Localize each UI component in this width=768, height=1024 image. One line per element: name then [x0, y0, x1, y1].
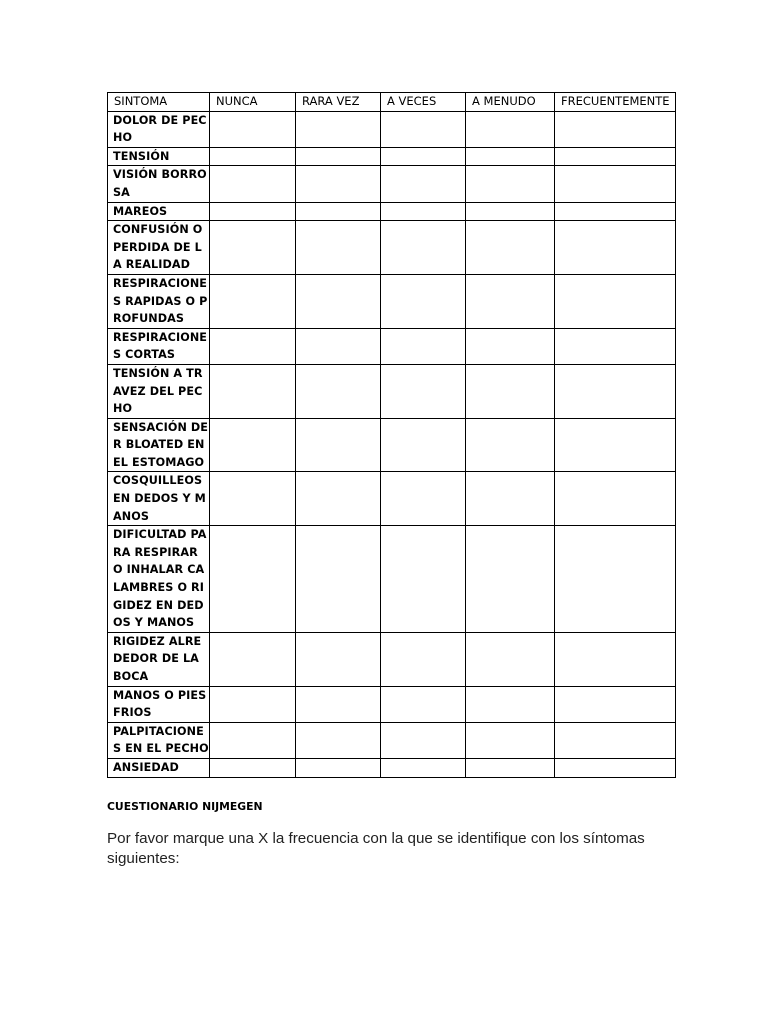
answer-cell-rara-vez[interactable]: [296, 166, 381, 202]
answer-cell-nunca[interactable]: [210, 722, 296, 758]
answer-cell-a-menudo[interactable]: [466, 686, 555, 722]
answer-cell-rara-vez[interactable]: [296, 111, 381, 147]
answer-cell-a-veces[interactable]: [381, 166, 466, 202]
table-header-row: [108, 93, 676, 112]
answer-cell-a-veces[interactable]: [381, 526, 466, 633]
symptom-label: CONFUSIÓN O PERDIDA DE LA REALIDAD: [108, 221, 210, 275]
symptom-frequency-table: [107, 92, 676, 778]
answer-cell-frecuentemente[interactable]: [555, 221, 676, 275]
answer-cell-nunca[interactable]: [210, 274, 296, 328]
answer-cell-a-menudo[interactable]: [466, 364, 555, 418]
table-row: [108, 202, 676, 221]
answer-cell-rara-vez[interactable]: [296, 274, 381, 328]
answer-cell-a-veces[interactable]: [381, 632, 466, 686]
table-row: [108, 418, 676, 472]
answer-cell-rara-vez[interactable]: [296, 202, 381, 221]
answer-cell-a-veces[interactable]: [381, 722, 466, 758]
answer-cell-frecuentemente[interactable]: [555, 418, 676, 472]
answer-cell-frecuentemente[interactable]: [555, 526, 676, 633]
answer-cell-nunca[interactable]: [210, 364, 296, 418]
answer-cell-frecuentemente[interactable]: [555, 111, 676, 147]
table-row: [108, 526, 676, 633]
answer-cell-a-veces[interactable]: [381, 202, 466, 221]
answer-cell-a-veces[interactable]: [381, 147, 466, 166]
answer-cell-rara-vez[interactable]: [296, 364, 381, 418]
answer-cell-a-menudo[interactable]: [466, 147, 555, 166]
symptom-label: VISIÓN BORROSA: [108, 166, 210, 202]
answer-cell-a-menudo[interactable]: [466, 221, 555, 275]
answer-cell-a-menudo[interactable]: [466, 328, 555, 364]
instructions-text: Por favor marque una X la frecuencia con la que se identifique con los síntomas siguientes:: [107, 830, 645, 867]
table-row: [108, 722, 676, 758]
answer-cell-rara-vez[interactable]: [296, 686, 381, 722]
answer-cell-a-veces[interactable]: [381, 221, 466, 275]
symptom-label: TENSIÓN: [108, 147, 210, 166]
table-row: [108, 147, 676, 166]
answer-cell-frecuentemente[interactable]: [555, 632, 676, 686]
answer-cell-nunca[interactable]: [210, 418, 296, 472]
answer-cell-frecuentemente[interactable]: [555, 274, 676, 328]
answer-cell-frecuentemente[interactable]: [555, 472, 676, 526]
answer-cell-a-menudo[interactable]: [466, 632, 555, 686]
answer-cell-nunca[interactable]: [210, 111, 296, 147]
answer-cell-frecuentemente[interactable]: [555, 364, 676, 418]
answer-cell-frecuentemente[interactable]: [555, 166, 676, 202]
answer-cell-frecuentemente[interactable]: [555, 758, 676, 777]
answer-cell-nunca[interactable]: [210, 686, 296, 722]
answer-cell-a-veces[interactable]: [381, 111, 466, 147]
answer-cell-nunca[interactable]: [210, 202, 296, 221]
header-a-veces: A VECES: [381, 93, 466, 112]
answer-cell-nunca[interactable]: [210, 526, 296, 633]
answer-cell-a-veces[interactable]: [381, 758, 466, 777]
symptom-label: PALPITACIONES EN EL PECHO: [108, 722, 210, 758]
answer-cell-a-menudo[interactable]: [466, 526, 555, 633]
table-row: [108, 274, 676, 328]
symptom-label: RESPIRACIONES CORTAS: [108, 328, 210, 364]
header-rara-vez: RARA VEZ: [296, 93, 381, 112]
answer-cell-nunca[interactable]: [210, 632, 296, 686]
header-sintoma: SINTOMA: [108, 93, 210, 112]
symptom-label: MANOS O PIES FRIOS: [108, 686, 210, 722]
answer-cell-a-veces[interactable]: [381, 418, 466, 472]
answer-cell-rara-vez[interactable]: [296, 418, 381, 472]
answer-cell-a-menudo[interactable]: [466, 111, 555, 147]
table-row: [108, 364, 676, 418]
answer-cell-rara-vez[interactable]: [296, 147, 381, 166]
answer-cell-frecuentemente[interactable]: [555, 686, 676, 722]
table-body: [108, 111, 676, 777]
answer-cell-rara-vez[interactable]: [296, 758, 381, 777]
symptom-label: DIFICULTAD PARA RESPIRAR O INHALAR CALAMBRES O RIGIDEZ EN DEDOS Y MANOS: [108, 526, 210, 633]
questionnaire-title: CUESTIONARIO NIJMEGEN: [107, 800, 263, 813]
symptom-label: ANSIEDAD: [108, 758, 210, 777]
answer-cell-a-menudo[interactable]: [466, 202, 555, 221]
table-row: [108, 686, 676, 722]
answer-cell-frecuentemente[interactable]: [555, 722, 676, 758]
table-row: [108, 166, 676, 202]
answer-cell-a-menudo[interactable]: [466, 758, 555, 777]
answer-cell-a-menudo[interactable]: [466, 274, 555, 328]
answer-cell-nunca[interactable]: [210, 758, 296, 777]
answer-cell-rara-vez[interactable]: [296, 328, 381, 364]
answer-cell-rara-vez[interactable]: [296, 722, 381, 758]
table-row: [108, 221, 676, 275]
answer-cell-nunca[interactable]: [210, 328, 296, 364]
header-a-menudo: A MENUDO: [466, 93, 555, 112]
answer-cell-nunca[interactable]: [210, 166, 296, 202]
symptom-label: TENSIÓN A TRAVEZ DEL PECHO: [108, 364, 210, 418]
answer-cell-rara-vez[interactable]: [296, 526, 381, 633]
table-row: [108, 328, 676, 364]
symptom-label: DOLOR DE PECHO: [108, 111, 210, 147]
symptom-label: COSQUILLEOS EN DEDOS Y MANOS: [108, 472, 210, 526]
answer-cell-a-menudo[interactable]: [466, 472, 555, 526]
answer-cell-frecuentemente[interactable]: [555, 147, 676, 166]
answer-cell-a-veces[interactable]: [381, 686, 466, 722]
answer-cell-nunca[interactable]: [210, 221, 296, 275]
answer-cell-nunca[interactable]: [210, 147, 296, 166]
answer-cell-frecuentemente[interactable]: [555, 328, 676, 364]
symptom-label: SENSACIÓN DER BLOATED EN EL ESTOMAGO: [108, 418, 210, 472]
answer-cell-frecuentemente[interactable]: [555, 202, 676, 221]
table-row: [108, 632, 676, 686]
answer-cell-rara-vez[interactable]: [296, 472, 381, 526]
answer-cell-a-veces[interactable]: [381, 364, 466, 418]
answer-cell-a-veces[interactable]: [381, 472, 466, 526]
table-row: [108, 472, 676, 526]
answer-cell-a-menudo[interactable]: [466, 418, 555, 472]
answer-cell-a-veces[interactable]: [381, 274, 466, 328]
header-nunca: NUNCA: [210, 93, 296, 112]
answer-cell-a-veces[interactable]: [381, 328, 466, 364]
answer-cell-a-menudo[interactable]: [466, 722, 555, 758]
answer-cell-nunca[interactable]: [210, 472, 296, 526]
table-row: [108, 111, 676, 147]
answer-cell-a-menudo[interactable]: [466, 166, 555, 202]
answer-cell-rara-vez[interactable]: [296, 221, 381, 275]
answer-cell-rara-vez[interactable]: [296, 632, 381, 686]
symptom-label: RESPIRACIONES RAPIDAS O PROFUNDAS: [108, 274, 210, 328]
symptom-label: MAREOS: [108, 202, 210, 221]
table-row: [108, 758, 676, 777]
symptom-label: RIGIDEZ ALREDEDOR DE LA BOCA: [108, 632, 210, 686]
header-frecuentemente: FRECUENTEMENTE: [555, 93, 676, 112]
